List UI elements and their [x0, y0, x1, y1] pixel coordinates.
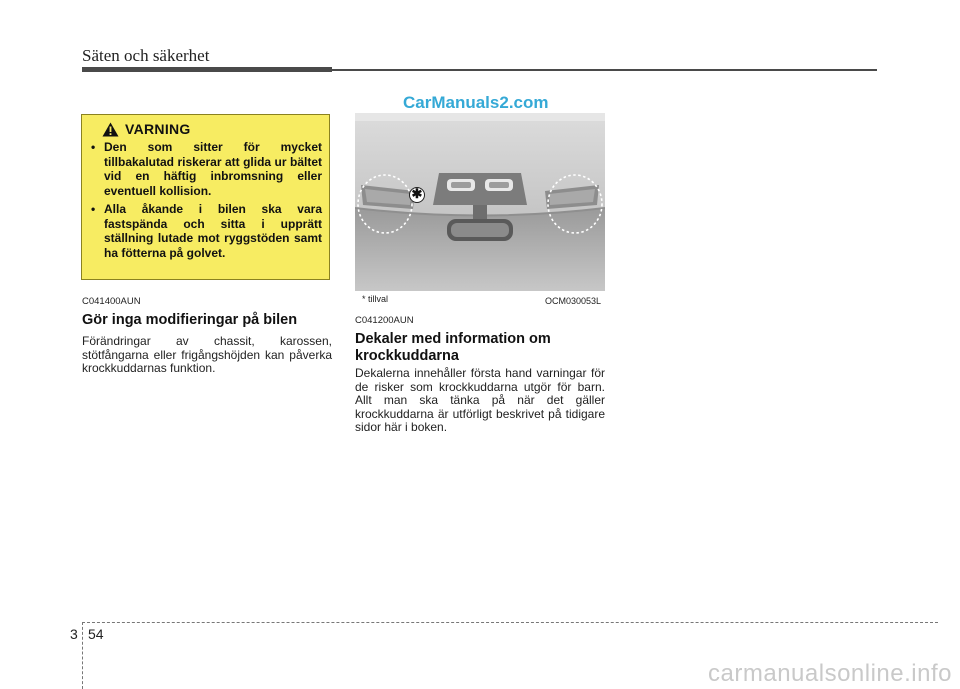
warning-list [90, 140, 322, 260]
warning-item-text: Den som sitter för mycket tillbakalutad riskerar att glida ur bältet vid en häftig inbromsning eller eventuell kollision. [104, 140, 322, 198]
left-section-body: Förändringar av chassit, karossen, stötfångarna eller frigångshöjden kan påverka krockkuddarnas funktion. [82, 334, 332, 375]
left-section-code: C041400AUN [82, 296, 141, 307]
header-rule-thick [82, 67, 332, 72]
watermark-bottom[interactable]: carmanualsonline.info [708, 660, 952, 687]
bullet-icon: • [91, 202, 96, 216]
option-marker-symbol: ✱ [411, 186, 423, 201]
warning-box [81, 114, 330, 280]
right-section-body: Dekalerna innehåller första hand varningar för de risker som krockkuddarna utgör för barn. Allt man ska tänka på när det gäller krockkuddarna är utförligt beskrivet på tidigare sidor här i boken. [355, 366, 605, 434]
warning-item [90, 140, 322, 198]
figure-footnote: * tillval [362, 294, 389, 304]
chapter-number: 3 [70, 626, 78, 642]
warning-item-text: Alla åkande i bilen ska vara fastspända och sitta i upprätt ställning lutade mot ryggstöden samt ha fötterna på golvet. [104, 202, 322, 260]
warning-title: VARNING [125, 121, 191, 137]
header-rule-thin [332, 69, 877, 71]
page-number: 54 [88, 626, 104, 642]
figure-image-code: OCM030053L [544, 296, 601, 306]
section-title: Säten och säkerhet [82, 46, 210, 65]
footer-vertical-line [82, 622, 83, 689]
right-section-heading: Dekaler med information om krockkuddarna [355, 331, 551, 364]
footer-dashed-line [82, 622, 938, 623]
option-marker-icon [409, 187, 425, 203]
warning-triangle-icon [102, 122, 119, 137]
airbag-label-figure [355, 113, 605, 310]
warning-item [90, 202, 322, 260]
warning-header [102, 121, 322, 137]
bullet-icon: • [91, 140, 96, 154]
interior-photo [355, 113, 605, 310]
left-section-heading: Gör inga modifieringar på bilen [82, 312, 298, 328]
watermark-top[interactable]: CarManuals2.com [403, 93, 549, 112]
right-section-code: C041200AUN [355, 315, 414, 326]
